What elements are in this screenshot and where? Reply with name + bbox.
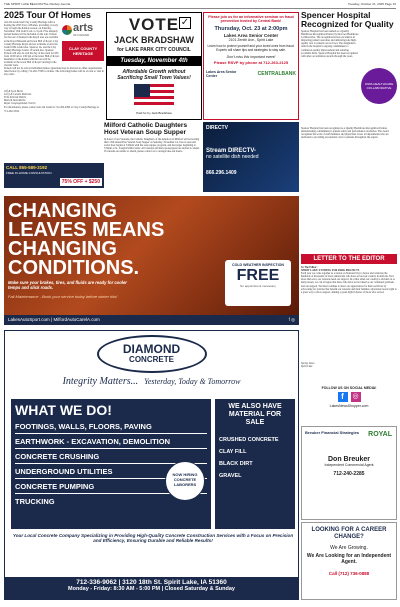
auto-h2: LEAVES MEANS xyxy=(8,219,165,241)
breuker-title: Independent Commercial Agent xyxy=(324,463,374,467)
career-h3: We Are Looking for an Independent Agent. xyxy=(306,553,392,565)
diamond-hours: Monday - Friday: 8:30 AM - 5:00 PM | Closed Saturday & Sunday xyxy=(68,586,235,592)
vote-name: JACK BRADSHAW xyxy=(113,35,194,45)
letter-body: Each year we come together as a nation on Veterans Day to honor and celebrate the hundreds of thousands of brave Americans who have served our country in uniform. Now more than ever, our veterans need our support. In a time when our country is divided on so many issues, we can all agree that those who have served deserve our continued gratitude and our support. We must continue to show our appreciation for their sacrifices by advocating for policies that benefit our veterans and their families. Operation Green Light is a great way to show support, shining a green light in honor of those who served. xyxy=(301,272,397,294)
directv-line2: no satellite dish needed xyxy=(206,154,259,160)
auto-url-bar[interactable] xyxy=(4,315,299,325)
badge-top: COLD WEATHER INSPECTION xyxy=(231,263,285,267)
directv-line1: Stream DIRECTV- xyxy=(206,148,257,154)
seminar-rsvp: Don't miss this important event! xyxy=(226,55,276,59)
material-1: CRUSHED CONCRETE xyxy=(219,437,279,443)
badge-main: FREE xyxy=(236,267,280,284)
tour-title: 2025 Tour Of Homes xyxy=(4,11,91,20)
ihc-badge: IOWA HEALTHCARE COLLABORATIVE xyxy=(361,68,397,104)
arts-logo-icon xyxy=(62,25,72,35)
deal-pct: 75% OFF + $250 xyxy=(61,179,100,185)
services-title: WHAT WE DO! xyxy=(15,402,112,418)
diamond-local: Your Local Concrete Company Specializing in Providing High-Quality Concrete Construction Services with a Focus on Precision and Efficiency, Ensuring Durable and Reliable Results! xyxy=(12,533,294,543)
service-6: TRUCKING xyxy=(15,497,55,506)
tour-article xyxy=(4,11,104,188)
tour-address-3: Fritz & Kristi Wehrle xyxy=(4,96,27,100)
diamond-contact: 712-336-9062 | 3120 18th St. Spirit Lake, IA 51360 xyxy=(76,579,227,586)
vote-checkbox-icon: ✓ xyxy=(180,17,190,28)
directv-ad[interactable] xyxy=(203,122,299,192)
header-right: Tuesday, October 21, 2025 Page 15 xyxy=(347,2,396,6)
auto-ad[interactable] xyxy=(4,196,299,315)
deal-ad[interactable] xyxy=(4,163,104,188)
header-left: THE SPIRIT LAKE BEACON/The Okoboji Journal xyxy=(4,2,71,6)
vote-slogan: Affordable Growth without Sacrificing Small Town Values! xyxy=(117,69,191,81)
auto-h3: CHANGING xyxy=(8,238,117,260)
material-2: CLAY FILL xyxy=(219,449,247,455)
spencer-title: Spencer Hospital Recognized for Quality xyxy=(301,11,394,29)
auto-h4: CONDITIONS. xyxy=(8,257,140,279)
letter-subject: SPIRIT LAKE: FUNDING FOR PARK PROJECTS xyxy=(301,269,360,273)
service-1: FOOTINGS, WALLS, FLOORS, PAVING xyxy=(15,422,207,434)
seminar-date: Thursday, Oct. 23 at 2:00pm xyxy=(214,26,288,33)
directv-phone: 866.296.1409 xyxy=(206,170,237,176)
page-header xyxy=(4,2,396,9)
auto-fall: Fall Maintenance - Book your service today before winter hits! xyxy=(8,294,118,299)
letter-sign2: Spirit Lake xyxy=(301,365,313,369)
diamond-name: DIAMOND xyxy=(122,342,181,356)
tour-body: Arts On Grand and Clay County Heritage will be hosting the 2025 Tour of Homes, providing a lovely way to begin the holiday season, on Saturday, November 15th from 9 a.m. to 4 p.m. Five uniquely decked homes will be included on the tour. Tickets for the tour of homes in the Royal area are available at the Royal Museum and Great Hall of Royal, Clay County Heritage Royal and are available at Arts On Grand 1804 Grand Ave. Spencer, IA, and the Clay County Heritage Center 13 Grand Ave. Spencer. Tickets will also be sold the day of the event for $30 from 10:00 am to 2:00 pm at the Great Hall of Royal. Residence of the homes with the tour will be available at the Great Hall of Royal viewing in the viewing parts. xyxy=(4,21,60,66)
seminar-venue: Lakes Area Senior Center xyxy=(223,33,279,39)
service-2: EARTHWORK - EXCAVATION, DEMOLITION xyxy=(15,437,207,449)
cch-logo: CLAY COUNTY HERITAGE xyxy=(62,41,104,61)
spencer-article xyxy=(301,11,397,251)
badge-sub: No appointment necessary xyxy=(240,284,276,288)
social-icons: f ◎ xyxy=(288,317,295,322)
vote-date: Tuesday, November 4th xyxy=(107,56,201,66)
follow-box[interactable] xyxy=(301,386,397,424)
deal-call: CALL 855-589-3192 xyxy=(6,165,48,170)
letter-heading: LETTER TO THE EDITOR xyxy=(301,254,397,264)
auto-h1: CHANGING xyxy=(8,200,117,222)
service-3: CONCRETE CRUSHING xyxy=(15,452,207,464)
breuker-name: Don Breuker xyxy=(327,456,370,463)
letter-sign: Spring Janes xyxy=(301,362,315,366)
seminar-learn: Learn how to protect yourself and your loved ones from fraud. Experts will share tips and strategies to stay safe. xyxy=(207,44,295,53)
auto-sub: Make sure your brakes, tires, and fluids are ready for cooler temps and slick roads. xyxy=(8,280,127,290)
vote-for: for LAKE PARK CITY COUNCIL xyxy=(117,47,191,53)
spencer-body: Spencer Hospital has been named as a Quality Healthcare Recognition Partner by the Iowa Healthcare Collaborative. The recognition honors excellence in improving patient outcomes and delivering safe high-quality care to patients across Iowa. The designation reflects the hospital's ongoing commitment to continuous quality improvement and reducing avoidable harm. Spencer Hospital has been recognized with other accreditation awards through the years. xyxy=(301,30,359,58)
diamond-contact-bar xyxy=(5,577,298,599)
directv-logo: DIRECTV xyxy=(206,125,228,131)
career-h1: LOOKING FOR A CAREER CHANGE? xyxy=(311,527,387,540)
tour-contact: For information, please contact Arts On Grand at 712-262-4393 or Clay County Heritage at 712-262-5304. xyxy=(4,106,99,113)
seminar-phone: Please RSVP by phone at 712-263-2125 xyxy=(213,60,289,65)
career-ad[interactable] xyxy=(301,522,397,600)
tour-address-2: Larry & Carolle Pedersen xyxy=(4,93,32,97)
breuker-ad[interactable] xyxy=(301,426,397,520)
instagram-icon[interactable]: ◎ xyxy=(352,393,359,400)
letter-section xyxy=(301,254,397,384)
fraud-seminar-ad xyxy=(203,12,299,120)
career-phone: Call (712) 736-0888 xyxy=(328,571,370,576)
milford-body: In honor of our Veterans, the Catholic Daughters of the Americas in Milford will be hosting their 13th annual Free Veteran Soup Supper on Saturday, November 1st. Doors open and social hour begins at 5:00pm with the soup supper, program, and beverages beginning at 5:30pm at St. Joseph Parish Center. All veterans and their spouse/guest are invited to attend. If veterans are unable to attend, please contact us to arrange take-out meals. xyxy=(104,138,200,154)
seminar-top: Please join us for an informative seminar on fraud prevention hosted by Central Bank! xyxy=(208,15,294,24)
service-4: UNDERGROUND UTILITIES xyxy=(15,467,207,479)
letter-to: To The Editor: xyxy=(301,266,318,269)
vote-ad xyxy=(106,12,202,120)
materials-title: WE ALSO HAVE MATERIAL FOR SALE xyxy=(228,403,282,426)
auto-url: LakesAutoSport.com | MilfordAutoCarelA.com xyxy=(8,317,100,322)
materials-panel xyxy=(215,399,295,529)
material-3: BLACK DIRT xyxy=(219,461,253,467)
deal-text: FREE IN-HOME CONSULTATION xyxy=(6,171,52,175)
hiring-badge: NOW HIRING CONCRETE LABORERS xyxy=(165,461,205,501)
follow-title: FOLLOW US ON SOCIAL MEDIA! xyxy=(321,386,377,390)
arts-logo: arts ON GRAND xyxy=(62,21,104,39)
career-h2: We Are Growing. xyxy=(330,545,368,551)
vote-paid: Paid for by Jack Bradshaw xyxy=(136,111,172,115)
royal-logo: ROYAL xyxy=(368,431,392,438)
diamond-sub: CONCRETE xyxy=(129,355,174,364)
milford-title: Milford Catholic Daughters Host Veteran Soup Supper xyxy=(104,122,188,136)
material-4: GRAVEL xyxy=(219,473,242,479)
diamond-ad[interactable] xyxy=(4,330,299,600)
vote-title: VOTE xyxy=(128,15,180,34)
breuker-phone: 712-240-2285 xyxy=(333,471,365,477)
seminar-addr: 2101 Zenith Ave., Spirit Lake xyxy=(228,38,274,43)
diamond-slogan: Integrity Matters... xyxy=(62,376,139,387)
milford-article xyxy=(104,122,200,192)
senior-center-logo: Lakes Area Senior Center xyxy=(206,70,237,78)
service-5: CONCRETE PUMPING xyxy=(15,482,207,494)
central-bank-logo: CENTRALBANK xyxy=(257,71,296,77)
follow-url[interactable]: LakesNewsShopper.com xyxy=(329,404,369,408)
tour-address-4: Mark & Anna Roche xyxy=(4,99,26,103)
tour-list-intro: Tickets will not be sold at individual homes. Questions may be directed to either organizations listed below by calling 712-262-7788 for tickets. The following homes will be on tour to visit in any order: xyxy=(4,67,104,77)
facebook-icon[interactable]: f xyxy=(338,392,348,402)
vote-flag-icon xyxy=(134,84,174,108)
inspection-badge xyxy=(225,260,291,306)
tour-address-5: Royal Congregational Church xyxy=(4,102,36,106)
diamond-tag: Yesterday, Today & Tomorrow xyxy=(144,377,241,386)
tour-address-1: Jeff & Lynn Burns xyxy=(4,90,24,93)
breuker-company: Breuker Financial Strategies xyxy=(305,430,360,435)
diamond-logo xyxy=(97,335,207,373)
spencer-body-2: Spencer Hospital has been recognized as a Quality Healthcare Recognition Partner, demonstrating commitment to patient safety and performance excellence. The award recognizes the work of staff members and physicians across all departments who are dedicated to providing exceptional care for patients throughout the region. xyxy=(301,127,389,140)
